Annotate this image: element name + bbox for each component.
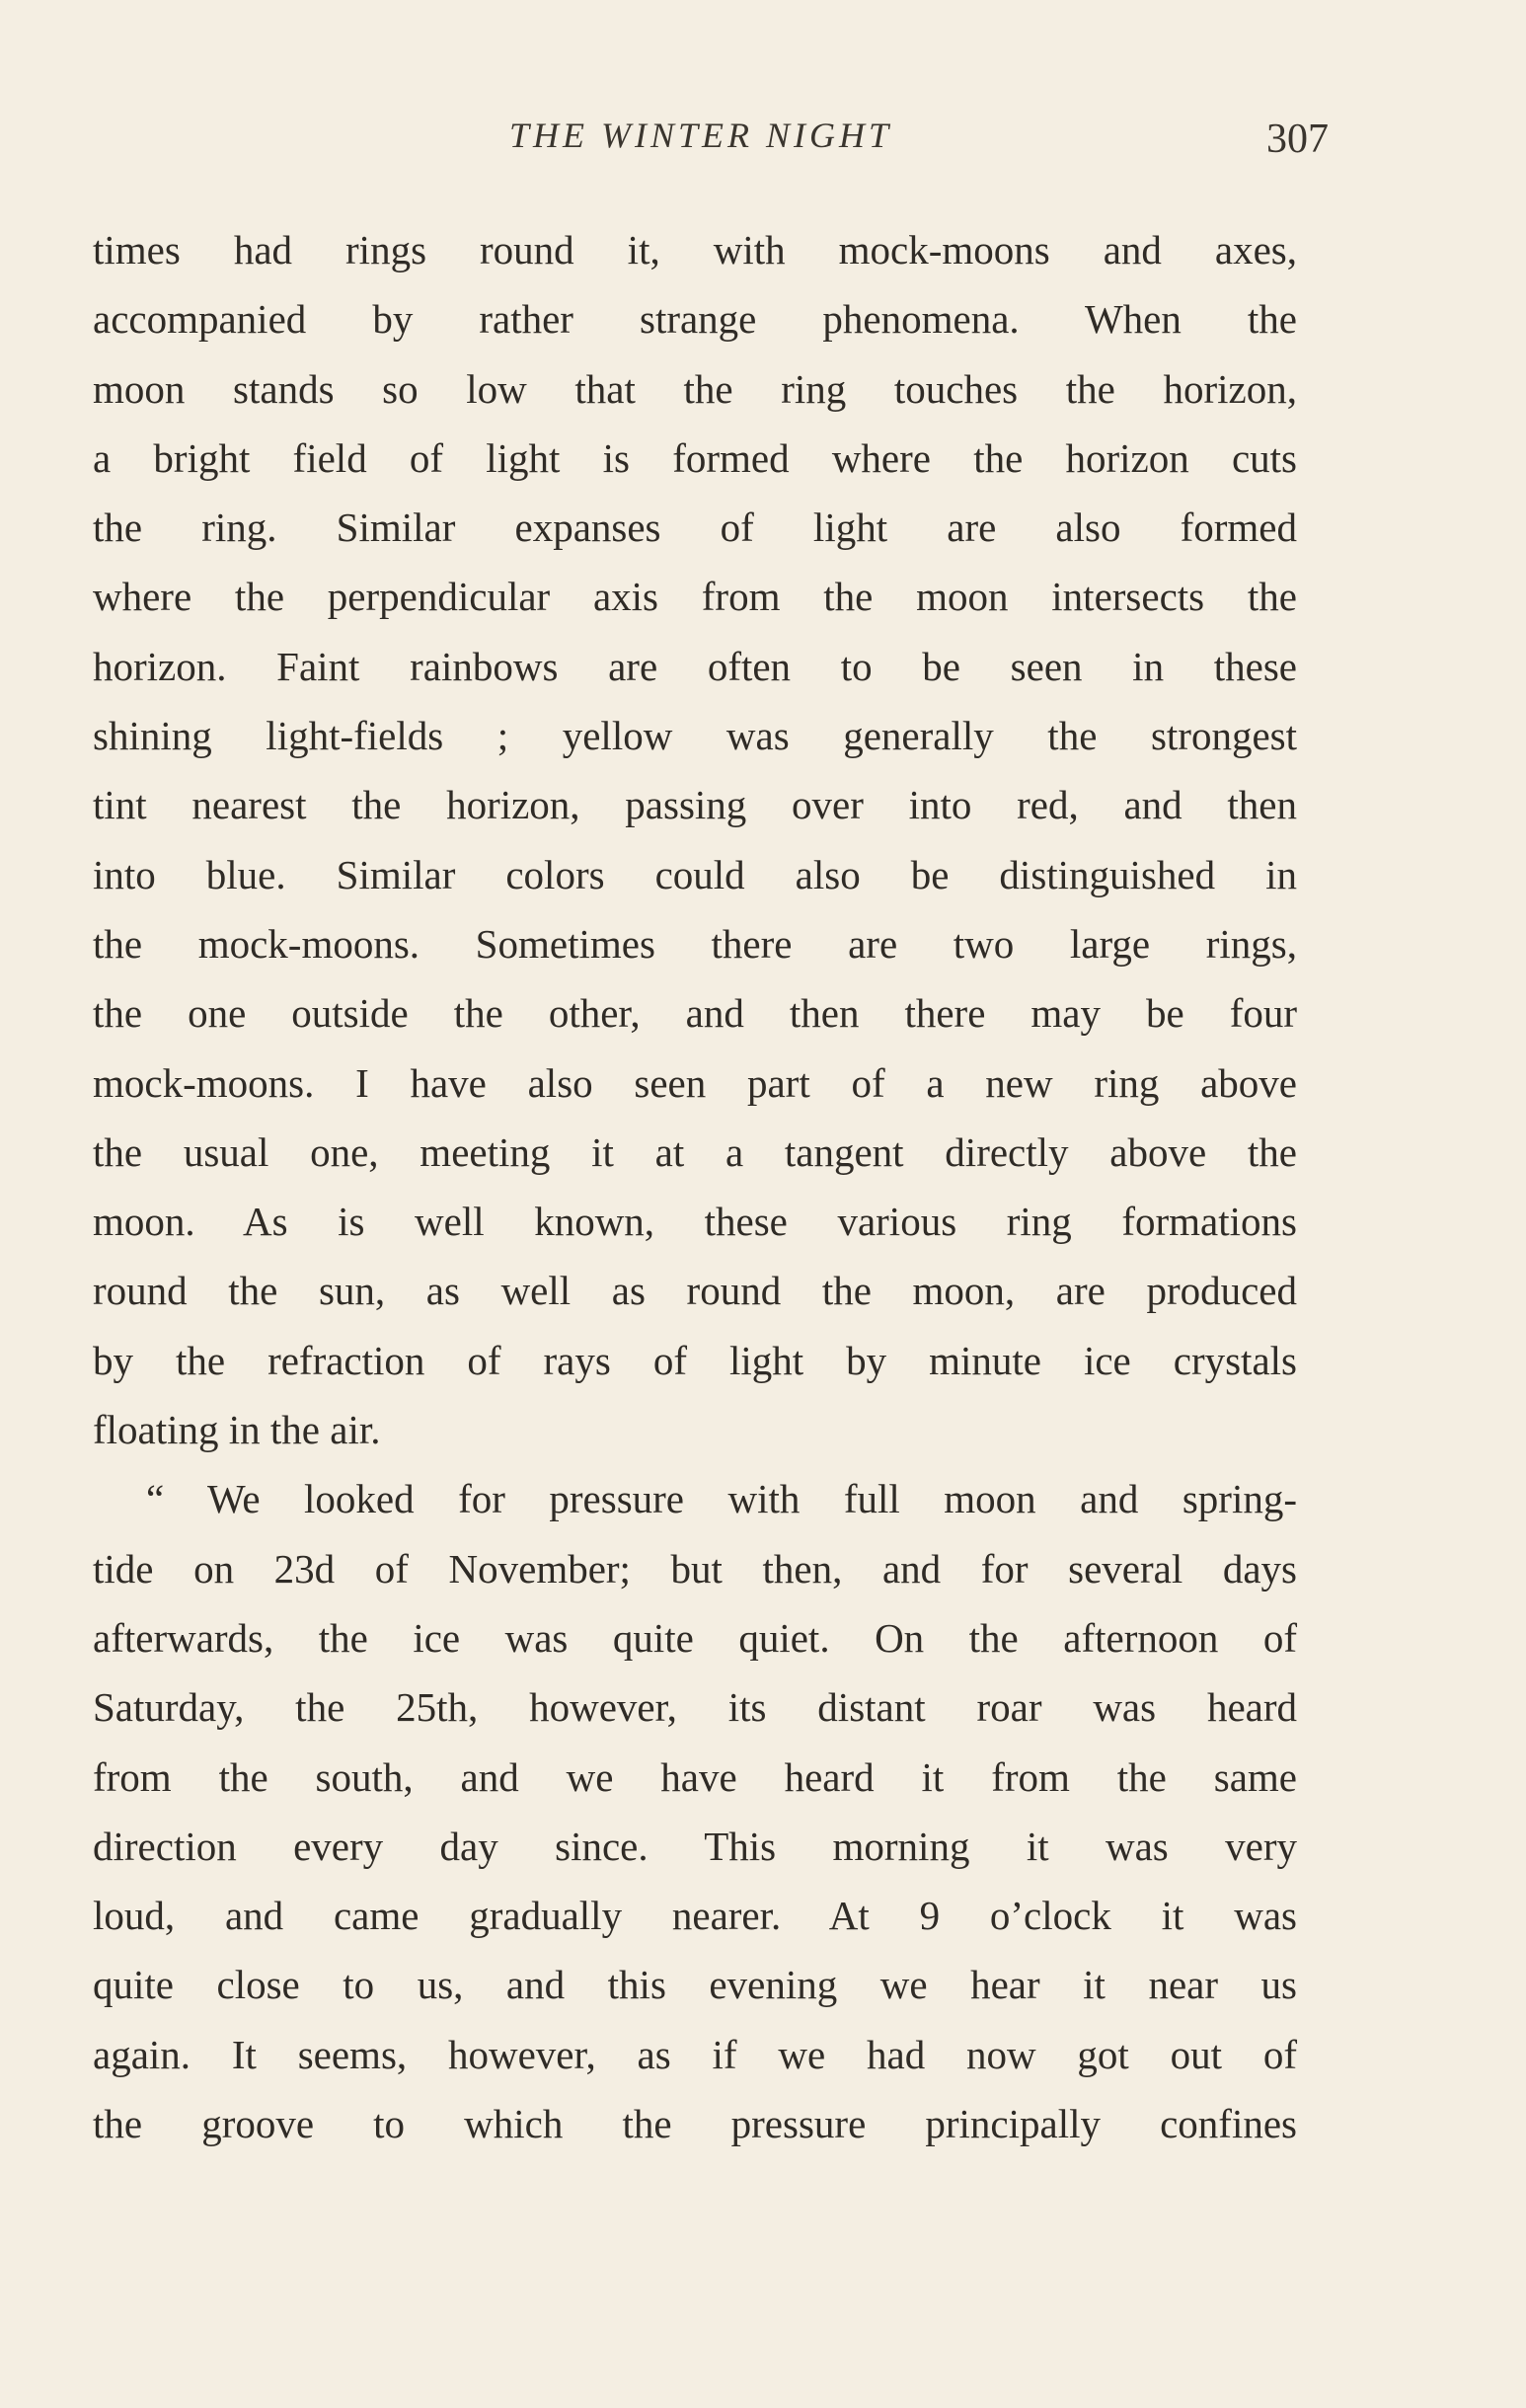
text-line: the usual one, meeting it at a tangent directly above the bbox=[93, 1128, 1297, 1175]
text-line: the groove to which the pressure principally confines bbox=[93, 2101, 1297, 2147]
text-line: loud, and came gradually nearer. At 9 o’clock it was bbox=[93, 1893, 1297, 1939]
text-line: the mock-moons. Sometimes there are two large rings, bbox=[93, 920, 1297, 967]
text-line: quite close to us, and this evening we hear it near us bbox=[93, 1962, 1297, 2008]
text-line: by the refraction of rays of light by minute ice crystals bbox=[93, 1337, 1297, 1383]
text-line: round the sun, as well as round the moon, are produced bbox=[93, 1268, 1297, 1314]
text-line: tint nearest the horizon, passing over into red, and then bbox=[93, 782, 1297, 828]
paragraph-end-line: floating in the air. bbox=[93, 1407, 381, 1453]
text-line: moon stands so low that the ring touches the horizon, bbox=[93, 365, 1297, 412]
text-line: accompanied by rather strange phenomena. When the bbox=[93, 296, 1297, 343]
text-line: tide on 23d of November; but then, and for several days bbox=[93, 1545, 1297, 1592]
text-line: horizon. Faint rainbows are often to be seen in these bbox=[93, 643, 1297, 689]
running-title: THE WINTER NIGHT bbox=[508, 116, 893, 155]
body-text bbox=[93, 215, 1297, 2158]
text-line: into blue. Similar colors could also be distinguished in bbox=[93, 851, 1297, 897]
text-line: afterwards, the ice was quite quiet. On the afternoon of bbox=[93, 1614, 1297, 1661]
text-line: where the perpendicular axis from the moon intersects the bbox=[93, 574, 1297, 620]
text-line: mock-moons. I have also seen part of a new ring above bbox=[93, 1059, 1297, 1106]
text-line: a bright field of light is formed where the horizon cuts bbox=[93, 434, 1297, 481]
running-head bbox=[0, 111, 1526, 170]
text-line: shining light-fields ; yellow was generally the strongest bbox=[93, 713, 1297, 759]
text-line: direction every day since. This morning it was very bbox=[93, 1823, 1297, 1869]
text-line: the ring. Similar expanses of light are also formed bbox=[93, 505, 1297, 551]
text-line: again. It seems, however, as if we had now got out of bbox=[93, 2031, 1297, 2077]
paragraph-start-line: “ We looked for pressure with full moon and spring- bbox=[146, 1476, 1297, 1522]
text-line: from the south, and we have heard it from the same bbox=[93, 1753, 1297, 1800]
text-line: Saturday, the 25th, however, its distant roar was heard bbox=[93, 1684, 1297, 1731]
text-line: moon. As is well known, these various ring formations bbox=[93, 1199, 1297, 1245]
text-line: the one outside the other, and then there may be four bbox=[93, 990, 1297, 1037]
text-line: times had rings round it, with mock-moons and axes, bbox=[93, 227, 1297, 272]
page-number: 307 bbox=[1266, 117, 1329, 162]
